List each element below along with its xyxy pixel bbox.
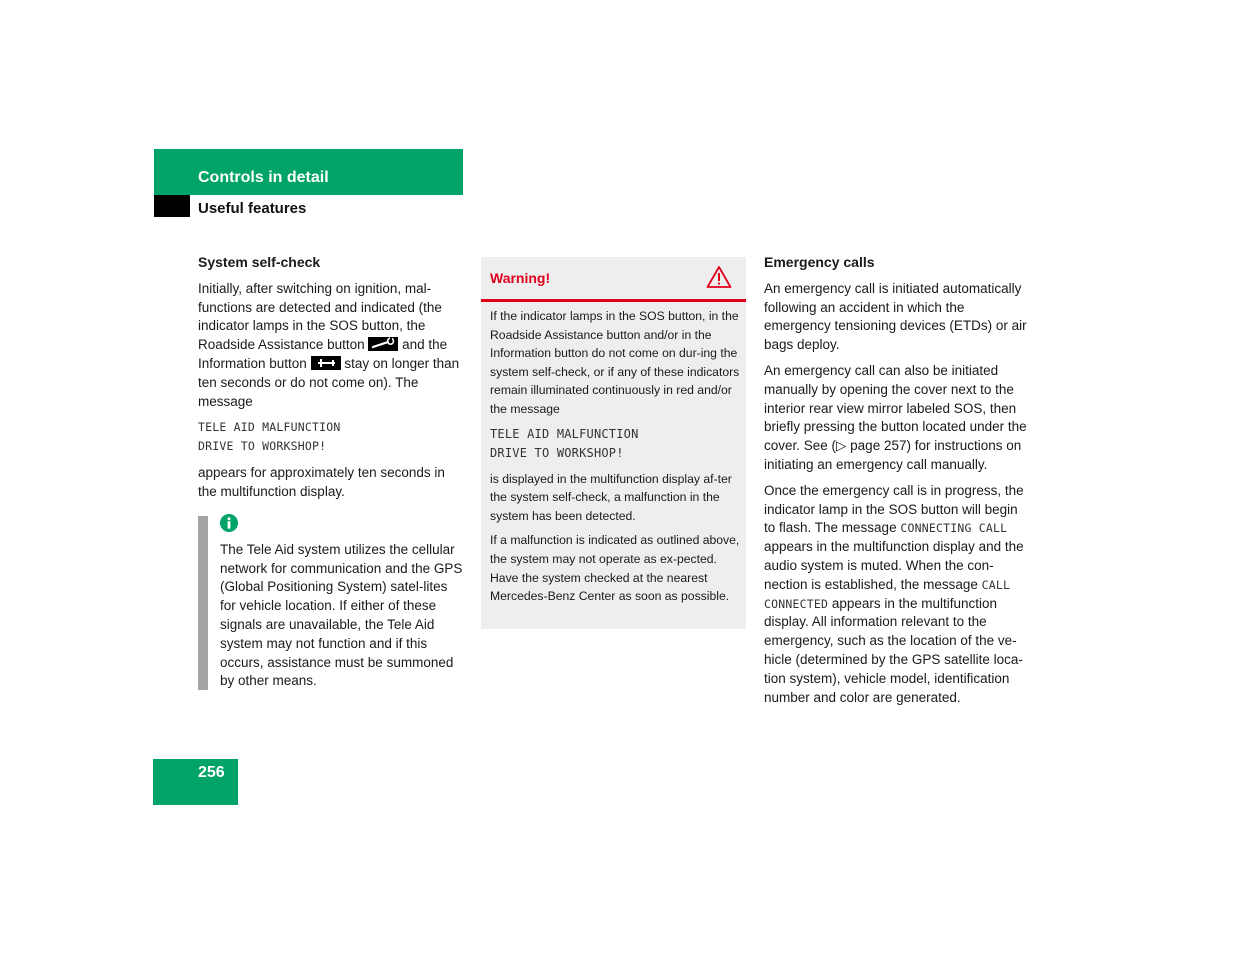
emergency-progress-text-2: appears in the multifunction display and the audio system is muted. When the con-nection is established, the message <box>764 539 1024 592</box>
warning-box <box>481 257 746 629</box>
call-connected-message: CALL CONNECTED <box>764 577 1011 611</box>
warning-text-2: is displayed in the multifunction display af-ter the system self-check, a malfunction in the system has been detected. <box>490 471 732 523</box>
emergency-manual-text: An emergency call can also be initiated manually by opening the cover next to the interior rear view mirror labeled SOS, then briefly pressing the button located under the cover. See (▷ page 257) for instructions on initiating an emergency call manually. <box>764 362 1027 472</box>
warning-display-line-1: TELE AID MALFUNCTION <box>490 426 639 441</box>
wrench-icon <box>368 337 398 351</box>
self-check-paragraph <box>198 280 466 412</box>
emergency-progress-paragraph <box>764 482 1032 708</box>
self-check-text-3: stay on longer than ten seconds or do not come on). The message <box>198 355 460 409</box>
warning-text-3: If a malfunction is indicated as outlined above, the system may not operate as ex-pected. Have the system checked at the nearest Mercedes-Benz Center as soon as possible. <box>490 533 740 604</box>
system-self-check-heading: System self-check <box>198 254 321 270</box>
subsection-marker <box>154 195 190 217</box>
warning-body <box>490 307 740 612</box>
info-key-icon <box>311 356 341 370</box>
warning-display-message <box>490 425 740 463</box>
warning-triangle-icon <box>706 265 732 289</box>
note-side-bar <box>198 516 208 690</box>
display-duration-text: appears for approximately ten seconds in the multifunction display. <box>198 465 445 500</box>
warning-display-line-2: DRIVE TO WORKSHOP! <box>490 445 624 460</box>
display-message-line-1: TELE AID MALFUNCTION <box>198 420 341 435</box>
warning-text-1: If the indicator lamps in the SOS button, in the Roadside Assistance button and/or in the Information button do not come on dur-ing the system self-check, or if any of these indicators remain illuminated continuously in red and/or the message <box>490 309 740 416</box>
page-number-box <box>153 759 238 805</box>
info-note <box>198 514 468 690</box>
warning-header <box>481 257 746 302</box>
emergency-progress-text-3: appears in the multifunction display. All information relevant to the emergency, such as the location of the ve-hicle (determined by the GPS satellite loca-tion system), vehicle model, identification number and color are generated. <box>764 595 1023 705</box>
emergency-progress-text-1: Once the emergency call is in progress, the indicator lamp in the SOS button will begin to flash. The message <box>764 482 1024 536</box>
emergency-auto-text: An emergency call is initiated automatically following an accident in which the emergency tensioning devices (ETDs) or air bags deploy. <box>764 280 1027 353</box>
info-icon <box>220 514 238 532</box>
right-column <box>764 253 1032 714</box>
warning-label: Warning! <box>490 270 551 286</box>
note-body <box>220 514 464 691</box>
subsection-title: Useful features <box>198 200 307 217</box>
self-check-text-1: Initially, after switching on ignition, mal-functions are detected and indicated (the indicator lamps in the SOS button, the Roadside Assistance button <box>198 280 442 353</box>
page-number: 256 <box>198 764 225 781</box>
emergency-calls-heading: Emergency calls <box>764 254 875 270</box>
self-check-text-2: and the Information button <box>198 337 448 371</box>
left-column <box>198 253 466 509</box>
note-text: The Tele Aid system utilizes the cellular network for communication and the GPS (Global Positioning System) satel-lites for vehicle location. If either of these signals are unavailable, the Tele Aid system may not function and if this occurs, assistance must be summoned by other means. <box>220 541 463 689</box>
section-title: Controls in detail <box>198 169 329 186</box>
connecting-call-message: CONNECTING CALL <box>900 521 1008 536</box>
display-message-line-2: DRIVE TO WORKSHOP! <box>198 439 327 454</box>
display-message <box>198 418 466 456</box>
